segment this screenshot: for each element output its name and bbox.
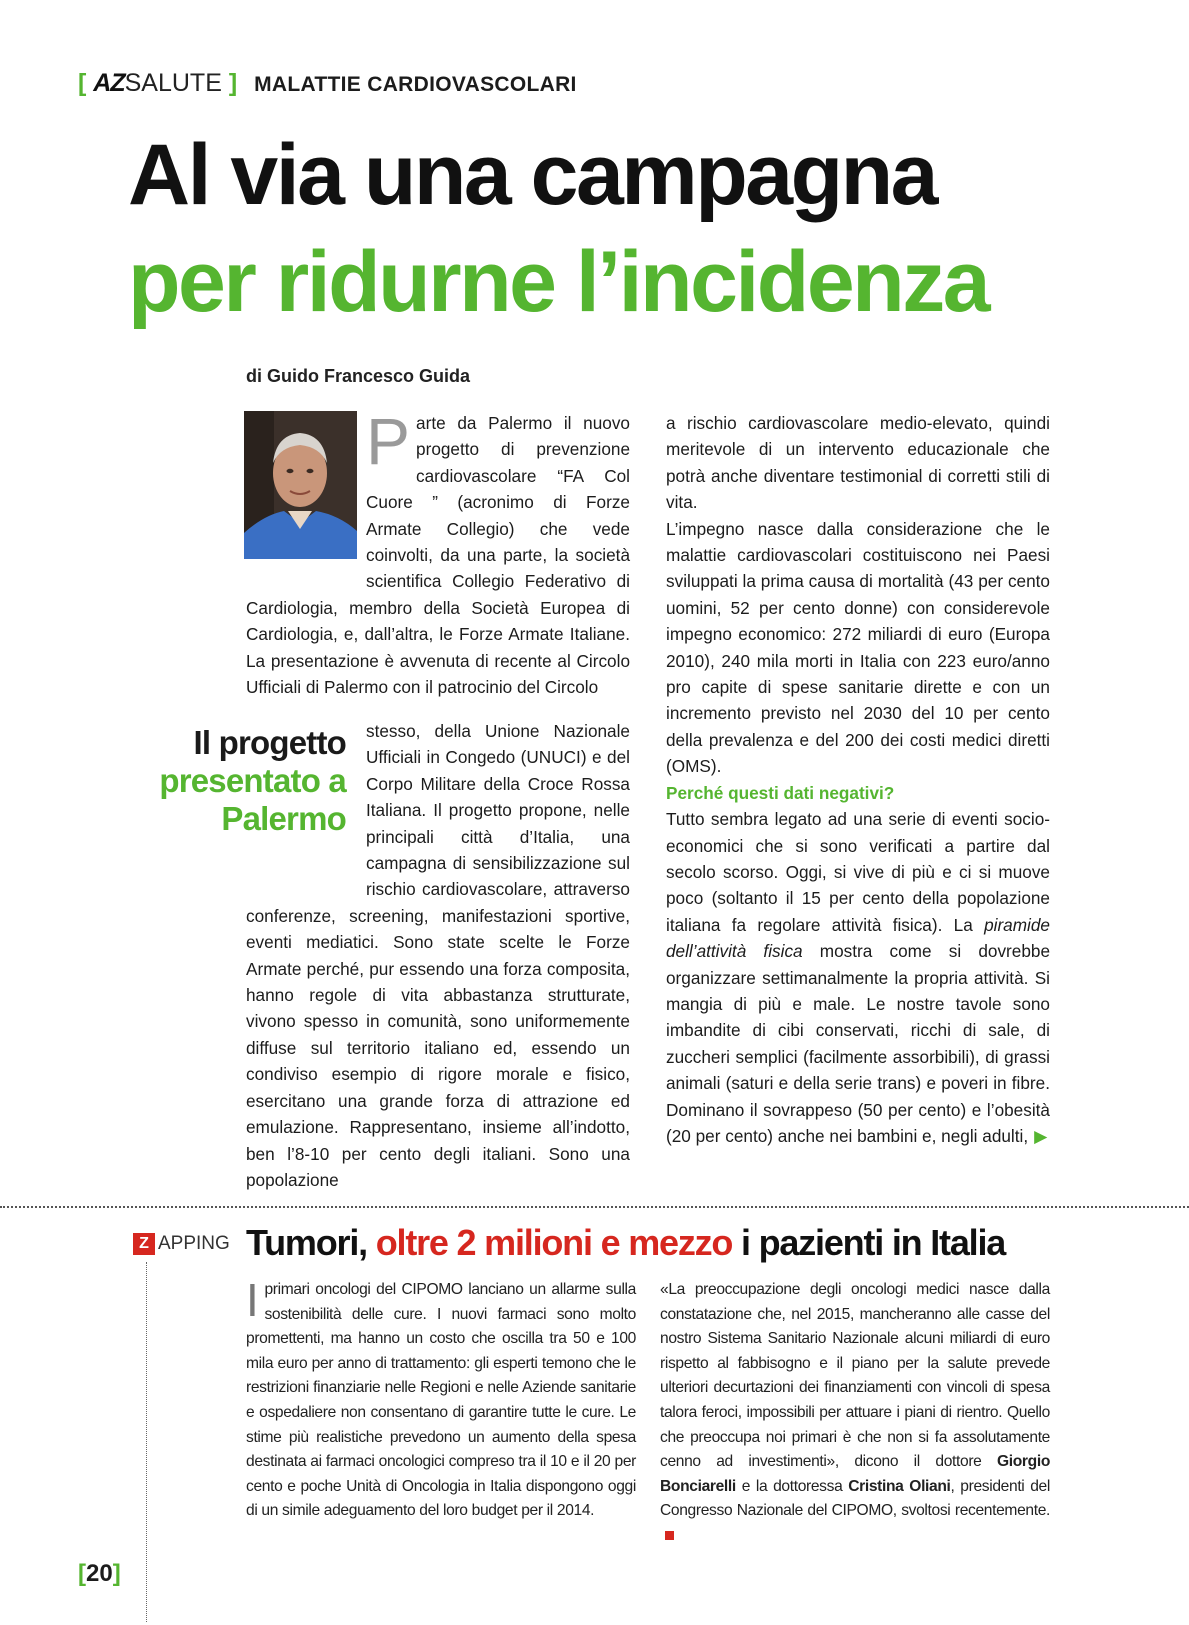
zapping-name-2: Cristina Oliani — [848, 1477, 951, 1495]
zapping-dropcap: I — [246, 1274, 259, 1326]
pull-quote-spacer — [246, 718, 366, 883]
section-separator — [0, 1206, 1189, 1208]
col2-p3-end: mostra come si dovrebbe organizzare settimanalmente la propria attività. Si mangia di più e male. Le nostre tavole sono imbandite di cibi conservati, ricchi di sale, di zuccheri semplici (facilmente assorbibili), di grassi animali (saturi e della serie trans) e poveri in fibre. Dominano il sovrappeso (50 per cento) e l’obesità (20 per cento) anche nei bambini e, negli adulti, — [666, 941, 1050, 1146]
bracket-left: [ — [78, 69, 94, 97]
page-number — [78, 1560, 121, 1588]
zapping-headline — [246, 1220, 1005, 1266]
zapping-tag-rest: APPING — [158, 1233, 230, 1254]
page-bracket-left: [ — [78, 1560, 86, 1587]
zapping-z-icon: Z — [133, 1233, 155, 1255]
byline: di Guido Francesco Guida — [246, 366, 471, 386]
section-tag — [78, 66, 577, 102]
col2-paragraph-1: a rischio cardiovascolare medio-elevato, quindi meritevole di un intervento educazionale che potrà anche diventare testimonial di corretti stili di vita. — [666, 413, 1050, 513]
bracket-right: ] — [221, 69, 238, 97]
col2-p3-start: Tutto sembra legato ad una serie di eventi socio-economici che si sono verificati a partire dal secolo scorso. Oggi, si vive di più e ci si muove poco (soltanto il 15 per cento della popolazione italiana fa regolare attività fisica). La — [666, 809, 1050, 935]
end-mark-icon — [665, 1531, 674, 1540]
col2-p3-italic: piramide dell’attività fisica — [666, 914, 1050, 962]
zapping-headline-part1: Tumori, — [246, 1222, 376, 1263]
article-title-line2: per ridurne l’incidenza — [128, 234, 989, 330]
pull-quote-line2: presentato a Palermo — [159, 762, 346, 837]
zapping-col1 — [246, 1274, 636, 1524]
section-brand: AZ — [93, 69, 125, 97]
pull-quote-line1: Il progetto — [193, 724, 346, 761]
continue-arrow-icon: ▶ — [1034, 1125, 1048, 1146]
col2-paragraph-2: L’impegno nasce dalla considerazione che le malattie cardiovascolari costituiscono nei Paesi sviluppati la prima causa di mortalità (43 per cento uomini, 52 per cento donne) con considerevole impegno economico: 272 miliardi di euro (Europa 2010), 240 mila morti in Italia con 223 euro/anno pro capite di spese sanitarie dirette e con un incremento previsto nel 2030 del 10 per cento della prevalenza e del 200 dei costi medici diretti (OMS). — [666, 518, 1050, 777]
page-bracket-right: ] — [112, 1560, 121, 1587]
col1-lower-paragraph: stesso, della Unione Nazionale Ufficiali in Congedo (UNUCI) e del Corpo Militare della Croce Rossa Italiana. Il progetto propone, nelle principali città d’Italia, una campagna di sensibilizzazione sul rischio cardiovascolare, attraverso conferenze, screening, manifestazioni sportive, eventi mediatici. Sono state scelte le Forze Armate perché, pur essendo una forza composita, hanno regole di vita abbastanza strutturate, vivono spesso in comunità, sono uniformemente diffuse sul territorio italiano ed, essendo un condiviso esempio di rigore morale e fisico, esercitano una grande forza di attrazione ed emulazione. Rappresentano, insieme all’indotto, ben l’8-10 per cento degli italiani. Sono una popolazione — [246, 721, 630, 1190]
zapping-tag — [133, 1232, 230, 1256]
article-col2 — [666, 410, 1050, 1149]
subheading: Perché questi dati negativi? — [666, 782, 895, 803]
zapping-name-1: Giorgio Bonciarelli — [660, 1453, 1050, 1495]
category-label: MALATTIE CARDIOVASCOLARI — [254, 73, 577, 96]
zapping-col2-text-c: , presidenti del Congresso Nazionale del CIPOMO, svoltosi recentemente. — [660, 1477, 1050, 1520]
zapping-col2-text-b: e la dottoressa — [735, 1477, 849, 1495]
page-number-value: 20 — [86, 1560, 113, 1587]
zapping-headline-part2: i pazienti in Italia — [732, 1222, 1006, 1263]
zapping-vertical-rule — [146, 1262, 147, 1622]
zapping-col1-text: primari oncologi del CIPOMO lanciano un allarme sulla sostenibilità delle cure. I nuovi farmaci sono molto promettenti, ma hanno un costo che oscilla tra 50 e 100 mila euro per anno di trattamento: gli esperti temono che le restrizioni finanziarie nelle Regioni e nelle Aziende sanitarie e ospedaliere non consentano di garantire tutte le cure. Le stime più realistiche prevedono un aumento della spesa destinata ai farmaci oncologici compreso tra il 10 e il 20 per cento e poche Unità di Oncologia in Italia dispongono oggi di un simile adeguamento del loro budget per il 2014. — [246, 1281, 636, 1520]
photo-spacer — [246, 410, 366, 570]
article-title-line1: Al via una campagna — [128, 127, 937, 223]
zapping-headline-highlight: oltre 2 milioni e mezzo — [375, 1222, 733, 1263]
dropcap: P — [366, 404, 411, 478]
article-col1-lead — [246, 404, 630, 700]
lead-paragraph: arte da Palermo il nuovo progetto di prevenzione cardiovascolare “FA Col Cuore ” (acronimo di Forze Armate Collegio) che vede coinvolti, da una parte, la società scientifica Collegio Federativo di Cardiologia, membro della Società Europea di Cardiologia, e, dall’altra, le Forze Armate Italiane. La presentazione è avvenuta di recente al Circolo Ufficiali di Palermo con il patrocinio del Circolo — [246, 413, 630, 698]
zapping-col2 — [660, 1278, 1050, 1549]
section-name: SALUTE — [124, 69, 222, 97]
article-col1-lower — [246, 718, 630, 1193]
zapping-col2-text-a: «La preoccupazione degli oncologi medici nasce dalla constatazione che, nel 2015, mancheranno alle casse del nostro Sistema Sanitario Nazionale alcuni miliardi di euro rispetto al fabbisogno e il piano per la salute prevede ulteriori decurtazioni dei finanziamenti con vincoli di spesa talora feroci, impossibili per attuare i piani di rientro. Quello che preoccupa noi primari è che non si fa assolutamente cenno ad investimenti», dicono il dottore — [660, 1281, 1050, 1471]
col2-paragraph-3 — [666, 806, 1050, 1149]
